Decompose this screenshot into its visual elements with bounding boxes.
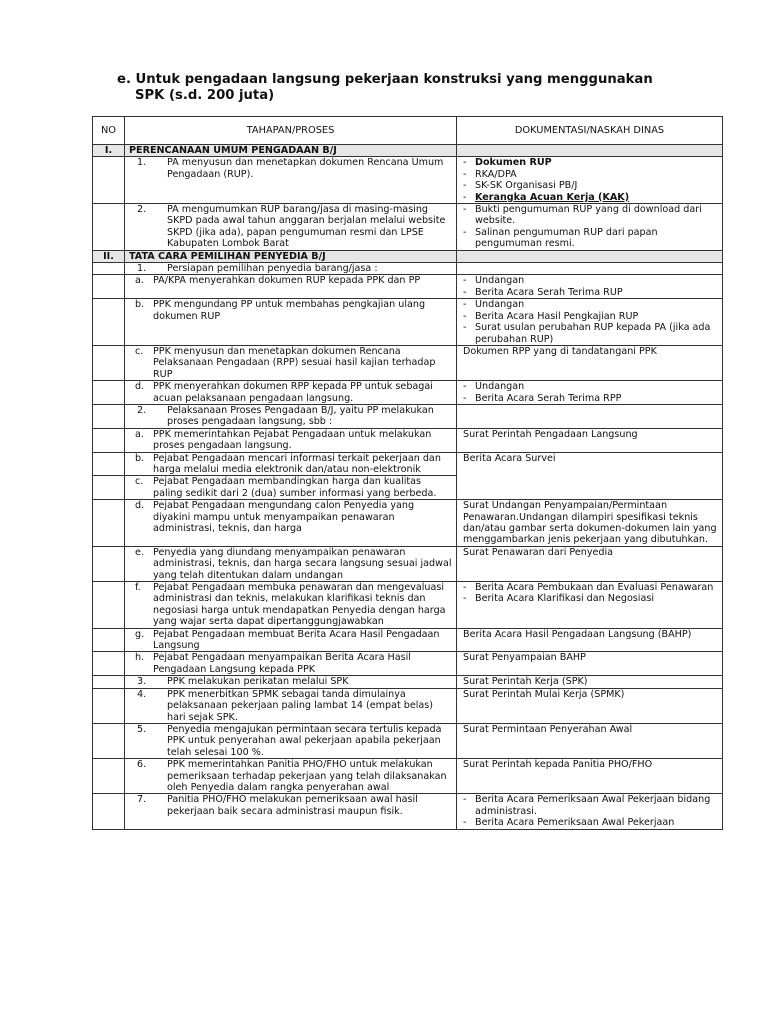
section-row-pemilihan	[93, 250, 723, 262]
table-row: h. Pejabat Pengadaan menyampaikan Berita Acara Hasil Pengadaan Langsung kepada PPK Surat Penyampaian BAHP	[93, 652, 723, 676]
doc-item: Undangan	[475, 275, 525, 287]
section-row-perencanaan	[93, 145, 723, 157]
table-row	[93, 688, 723, 723]
step-text: Pejabat Pengadaan mengundang calon Penyedia yang diyakini mampu untuk menyampaikan penawaran administrasi, teknis, dan harga	[153, 500, 415, 534]
step-text: PPK menyerahkan dokumen RPP kepada PP untuk sebagai acuan pelaksanaan pengadaan langsung.	[153, 381, 433, 404]
doc-item: Berita Acara Klarifikasi dan Negosiasi	[475, 593, 655, 605]
doc-item: Berita Acara Pemeriksaan Awal Pekerjaan	[475, 817, 675, 829]
section-title: TATA CARA PEMILIHAN PENYEDIA B/J	[125, 250, 457, 262]
doc-item: Surat Perintah kepada Panitia PHO/FHO	[463, 759, 653, 771]
procurement-table	[92, 116, 723, 830]
doc-item: Berita Acara Pemeriksaan Awal Pekerjaan bidang administrasi.	[475, 794, 711, 817]
doc-item: Undangan	[475, 299, 525, 311]
table-row	[93, 723, 723, 758]
step-text: Penyedia mengajukan permintaan secara tertulis kepada PPK untuk penyerahan awal pekerjaan apabila pekerjaan telah selesai 100 %.	[167, 723, 442, 758]
table-row: f. Pejabat Pengadaan membuka penawaran dan mengevaluasi administrasi dan teknis, melakukan klarifikasi teknis dan negosiasi harga untuk mendapatkan Penyedia dengan harga yang wajar serta dapat dipertanggungjawabkan - Berita Acara Pembukaan dan Evaluasi Penawaran - Berita Acara Klarifikasi dan Negosiasi	[93, 582, 723, 629]
section-number: I.	[93, 145, 125, 157]
doc-item: Dokumen RPP yang di tandatangani PPK	[463, 345, 657, 357]
doc-item: Berita Acara Serah Terima RUP	[475, 286, 623, 298]
step-text: Pejabat Pengadaan membandingkan harga dan kualitas paling sedikit dari 2 (dua) sumber informasi yang berbeda.	[153, 476, 437, 499]
doc-item: Bukti pengumuman RUP yang di download dari website.	[475, 204, 702, 227]
step-text: PPK menerbitkan SPMK sebagai tanda dimulainya pelaksanaan pekerjaan paling lambat 14 (empat belas) hari sejak SPK.	[167, 688, 434, 723]
step-number: 2.	[137, 404, 147, 416]
doc-item: Berita Acara Hasil Pengadaan Langsung (BAHP)	[463, 628, 692, 640]
step-text: Panitia PHO/FHO melakukan pemeriksaan awal hasil pekerjaan baik secara administrasi maupun fisik.	[167, 794, 418, 817]
doc-item: Surat Perintah Pengadaan Langsung	[463, 428, 638, 440]
doc-item: Kerangka Acuan Kerja (KAK)	[475, 191, 630, 203]
step-text: Persiapan pemilihan penyedia barang/jasa :	[167, 263, 378, 275]
doc-item: Surat Penyampaian BAHP	[463, 652, 586, 664]
table-row: d. PPK menyerahkan dokumen RPP kepada PP untuk sebagai acuan pelaksanaan pengadaan langsung. - Undangan - Berita Acara Serah Terima RPP	[93, 381, 723, 405]
step-number: 6.	[137, 759, 147, 771]
header-no: NO	[93, 117, 125, 145]
table-row: 7. Panitia PHO/FHO melakukan pemeriksaan awal hasil pekerjaan baik secara administrasi maupun fisik. - Berita Acara Pemeriksaan Awal Pekerjaan bidang administrasi. - Berita Acara Pemeriksaan Awal Pekerjaan	[93, 794, 723, 829]
doc-item: Surat Perintah Kerja (SPK)	[463, 676, 588, 688]
section-number: II.	[93, 250, 125, 262]
table-row: b. PPK mengundang PP untuk membahas pengkajian ulang dokumen RUP - Undangan - Berita Acara Hasil Pengkajian RUP - Surat usulan perubahan RUP kepada PA (jika ada perubahan RUP)	[93, 299, 723, 346]
table-row	[93, 759, 723, 794]
doc-item: Berita Acara Serah Terima RPP	[475, 392, 622, 404]
table-row	[93, 676, 723, 688]
doc-item: Berita Acara Survei	[463, 452, 556, 464]
table-row: c. PPK menyusun dan menetapkan dokumen Rencana Pelaksanaan Pengadaan (RPP) sesuai hasil kajian terhadap RUP Dokumen RPP yang di tandatangani PPK	[93, 345, 723, 380]
step-text: Penyedia yang diundang menyampaikan penawaran administrasi, teknis, dan harga secara langsung sesuai jadwal yang telah ditentukan dalam undangan	[153, 546, 452, 581]
doc-item: Surat Undangan Penyampaian/Permintaan Penawaran.Undangan dilampiri spesifikasi teknis dan/atau gambar serta dokumen-dokumen lain yang menggambarkan jenis pekerjaan yang dibutuhkan.	[463, 500, 717, 546]
table-row: b. Pejabat Pengadaan mencari informasi terkait pekerjaan dan harga melalui media elektronik dan/atau non-elektronik Berita Acara Survei	[93, 452, 723, 476]
doc-item: Dokumen RUP	[475, 157, 552, 169]
table-row: a. PPK memerintahkan Pejabat Pengadaan untuk melakukan proses pengadaan langsung. Surat Perintah Pengadaan Langsung	[93, 428, 723, 452]
section-title: PERENCANAAN UMUM PENGADAAN B/J	[125, 145, 457, 157]
table-row: 2. PA mengumumkan RUP barang/jasa di masing-masing SKPD pada awal tahun anggaran berjalan melalui website SKPD (jika ada), papan pengumuman resmi dan LPSE Kabupaten Lombok Barat - Bukti pengumuman RUP yang di download dari website. - Salinan pengumuman RUP dari papan pengumuman resmi.	[93, 204, 723, 251]
step-text: Pejabat Pengadaan mencari informasi terkait pekerjaan dan harga melalui media elektronik dan/atau non-elektronik	[153, 452, 441, 475]
table-row	[93, 263, 723, 275]
doc-item: RKA/DPA	[475, 168, 517, 180]
table-row: 1. PA menyusun dan menetapkan dokumen Rencana Umum Pengadaan (RUP). - Dokumen RUP - RKA/DPA - SK-SK Organisasi PB/J - Kerangka Acuan Kerja (KAK)	[93, 157, 723, 204]
doc-item: Salinan pengumuman RUP dari papan pengumuman resmi.	[475, 226, 658, 250]
table-row: e. Penyedia yang diundang menyampaikan penawaran administrasi, teknis, dan harga secara langsung sesuai jadwal yang telah ditentukan dalam undangan Surat Penawaran dari Penyedia	[93, 546, 723, 581]
section-heading	[117, 72, 717, 104]
step-text: Pelaksanaan Proses Pengadaan B/J, yaitu PP melakukan proses pengadaan langsung, sbb :	[167, 404, 434, 428]
doc-item: Surat Perintah Mulai Kerja (SPMK)	[463, 688, 625, 700]
table-row	[93, 404, 723, 428]
step-text: PPK memerintahkan Pejabat Pengadaan untuk melakukan proses pengadaan langsung.	[153, 428, 432, 452]
step-text: Pejabat Pengadaan membuka penawaran dan mengevaluasi administrasi dan teknis, melakukan klarifikasi teknis dan negosiasi harga untuk mendapatkan Penyedia dengan harga yang wajar serta dapat dipertanggungjawabkan	[153, 582, 446, 628]
step-number: 1.	[137, 263, 147, 275]
table-row: c. Pejabat Pengadaan membandingkan harga dan kualitas paling sedikit dari 2 (dua) sumber informasi yang berbeda.	[93, 476, 723, 500]
section-doc-cell	[457, 145, 723, 157]
step-text: Pejabat Pengadaan membuat Berita Acara Hasil Pengadaan Langsung	[153, 628, 440, 652]
section-doc-cell	[457, 250, 723, 262]
doc-item: Berita Acara Hasil Pengkajian RUP	[475, 310, 639, 322]
doc-item: Surat Penawaran dari Penyedia	[463, 546, 614, 558]
doc-item: Surat usulan perubahan RUP kepada PA (jika ada perubahan RUP)	[475, 322, 711, 345]
step-text: PPK mengundang PP untuk membahas pengkajian ulang dokumen RUP	[153, 299, 426, 322]
table-row: d. Pejabat Pengadaan mengundang calon Penyedia yang diyakini mampu untuk menyampaikan penawaran administrasi, teknis, dan harga Surat Undangan Penyampaian/Permintaan Penawaran.Undangan dilampiri spesifikasi teknis dan/atau gambar serta dokumen-dokumen lain yang menggambarkan jenis pekerjaan yang dibutuhkan.	[93, 500, 723, 547]
header-tahapan: TAHAPAN/PROSES	[125, 117, 457, 145]
step-number: 7.	[137, 794, 147, 806]
step-number: 5.	[137, 723, 147, 735]
doc-item: Berita Acara Pembukaan dan Evaluasi Penawaran	[475, 582, 714, 594]
step-text: PPK memerintahkan Panitia PHO/FHO untuk melakukan pemeriksaan terhadap pekerjaan yang telah dilaksanakan oleh Penyedia dalam rangka penyerahan awal	[167, 759, 447, 793]
header-dokumentasi: DOKUMENTASI/NASKAH DINAS	[457, 117, 723, 145]
table-row: g. Pejabat Pengadaan membuat Berita Acara Hasil Pengadaan Langsung Berita Acara Hasil Pengadaan Langsung (BAHP)	[93, 628, 723, 652]
table-header-row	[93, 117, 723, 145]
step-number: 2.	[137, 204, 147, 216]
doc-item: SK-SK Organisasi PB/J	[475, 180, 578, 192]
table-row: a. PA/KPA menyerahkan dokumen RUP kepada PPK dan PP - Undangan - Berita Acara Serah Terima RUP	[93, 275, 723, 299]
step-text: PA/KPA menyerahkan dokumen RUP kepada PPK dan PP	[153, 275, 421, 287]
heading-line-1: e. Untuk pengadaan langsung pekerjaan konstruksi yang menggunakan	[117, 72, 653, 87]
step-number: 3.	[137, 676, 147, 688]
doc-item: Undangan	[475, 381, 525, 393]
heading-line-2: SPK (s.d. 200 juta)	[135, 88, 275, 103]
step-number: 4.	[137, 688, 147, 700]
step-text: PPK melakukan perikatan melalui SPK	[167, 676, 349, 688]
doc-item: Surat Permintaan Penyerahan Awal	[463, 723, 633, 735]
step-number: 1.	[137, 157, 147, 169]
step-text: PA menyusun dan menetapkan dokumen Rencana Umum Pengadaan (RUP).	[167, 157, 444, 180]
step-text: PPK menyusun dan menetapkan dokumen Rencana Pelaksanaan Pengadaan (RPP) sesuai hasil kajian terhadap RUP	[153, 345, 436, 380]
step-text: PA mengumumkan RUP barang/jasa di masing-masing SKPD pada awal tahun anggaran berjalan melalui website SKPD (jika ada), papan pengumuman resmi dan LPSE Kabupaten Lombok Barat	[167, 204, 446, 250]
step-text: Pejabat Pengadaan menyampaikan Berita Acara Hasil Pengadaan Langsung kepada PPK	[153, 652, 411, 675]
